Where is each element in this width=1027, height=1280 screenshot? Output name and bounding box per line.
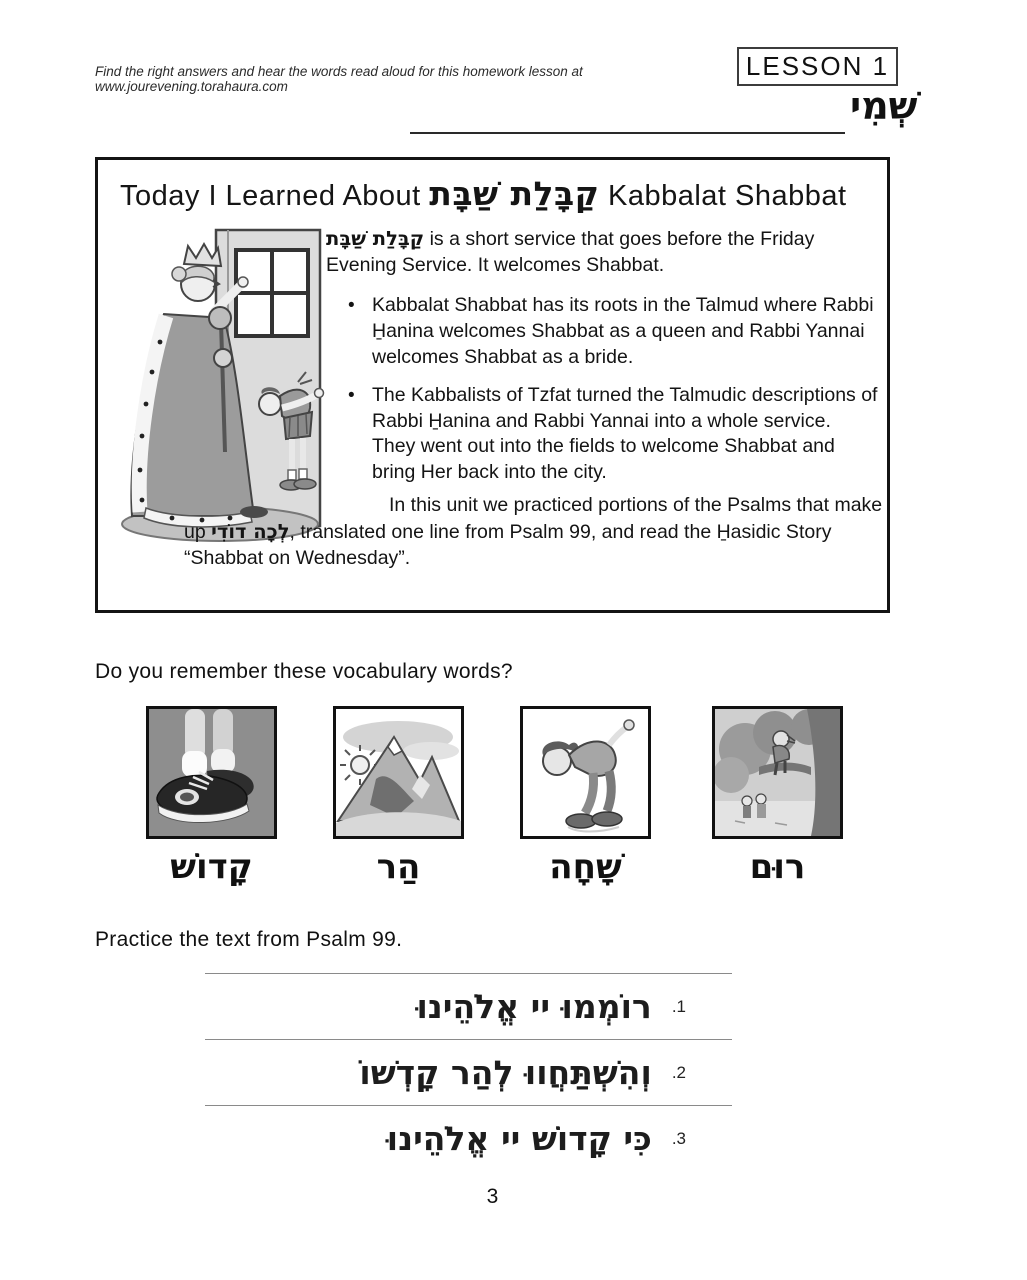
practice-hebrew-1: רוֹמְמוּ יי אֱלֹהֵינוּ: [416, 987, 652, 1026]
bullet-marker: •: [348, 294, 355, 316]
lesson-body-text: [326, 226, 878, 498]
page-number: 3: [486, 1185, 499, 1208]
child-in-tree-drawing: [712, 706, 843, 839]
lesson-badge-label: LESSON 1: [745, 51, 890, 81]
vocab-card-kadosh: [146, 706, 277, 889]
intro-paragraph: [326, 226, 878, 279]
practice-hebrew-2: וְהִשְׁתַּחֲווּ לְהַר קָדְשׁוֹ: [359, 1053, 652, 1092]
closing-suffix: , translated one line from Psalm 99, and read the H̱asidic Story “Shabbat on Wednesday”.: [184, 520, 832, 569]
mountain-drawing: [333, 706, 464, 839]
practice-number-1: .1: [671, 996, 686, 1016]
lesson-summary-box: [95, 157, 890, 613]
lesson-title-hebrew: קַבָּלַת שַׁבָּת: [429, 174, 600, 213]
sneakers-photo: [146, 706, 277, 839]
closing-prefix: In this unit we practiced portions of the Psalms that make up: [184, 494, 883, 543]
intro-hebrew: קַבָּלַת שַׁבָּת: [326, 227, 425, 250]
practice-hebrew-3: כִּי קָדוֹשׁ יי אֱלֹהֵינוּ: [386, 1119, 652, 1158]
closing-hebrew: לְכָה דוֹדִי: [211, 519, 290, 543]
bullet-item: [348, 293, 878, 371]
closing-paragraph: [184, 493, 890, 572]
practice-line-3: [205, 1105, 732, 1171]
lesson-title-suffix: Kabbalat Shabbat: [599, 180, 847, 212]
vocab-card-shachah: [520, 706, 651, 889]
lesson-badge: [737, 47, 898, 86]
vocab-word-kadosh: קָדוֹשׁ: [170, 847, 253, 887]
bullet-text-1: Kabbalat Shabbat has its roots in the Talmud where Rabbi H̱anina welcomes Shabbat as a queen and Rabbi Yannai welcomes Shabbat as a bride.: [372, 293, 874, 368]
name-row: [410, 84, 918, 140]
practice-line-2: [205, 1039, 732, 1105]
bullet-item: [348, 383, 878, 487]
bullet-text-2: The Kabbalists of Tzfat turned the Talmudic descriptions of Rabbi H̱anina and Rabbi Yannai into a whole service. They went out into the fields to welcome Shabbat and bring Her back into the city.: [372, 383, 878, 484]
name-fill-in-line[interactable]: [410, 102, 845, 134]
bullet-marker: •: [348, 384, 355, 406]
vocab-card-har: [333, 706, 464, 889]
lesson-title-prefix: Today I Learned About: [120, 180, 430, 212]
vocabulary-prompt: Do you remember these vocabulary words?: [95, 660, 513, 683]
lesson-title: [120, 174, 860, 213]
practice-number-3: .3: [671, 1128, 686, 1148]
vocab-word-shachah: שָׁחָה: [549, 847, 622, 887]
practice-lines: [205, 973, 732, 1171]
practice-line-1: [205, 973, 732, 1039]
header-note: Find the right answers and hear the words read aloud for this homework lesson at www.jourevening.torahaura.com: [95, 64, 583, 94]
vocab-word-rum: רוּם: [749, 847, 806, 887]
vocab-card-rum: [712, 706, 843, 889]
vocab-word-har: הַר: [376, 847, 421, 887]
bowing-boy-drawing: [520, 706, 651, 839]
name-label-hebrew: שְׁמִי: [850, 84, 918, 128]
intro-english: is a short service that goes before the Friday Evening Service. It welcomes Shabbat.: [326, 228, 815, 276]
practice-prompt: Practice the text from Psalm 99.: [95, 928, 403, 951]
practice-number-2: .2: [671, 1062, 686, 1082]
